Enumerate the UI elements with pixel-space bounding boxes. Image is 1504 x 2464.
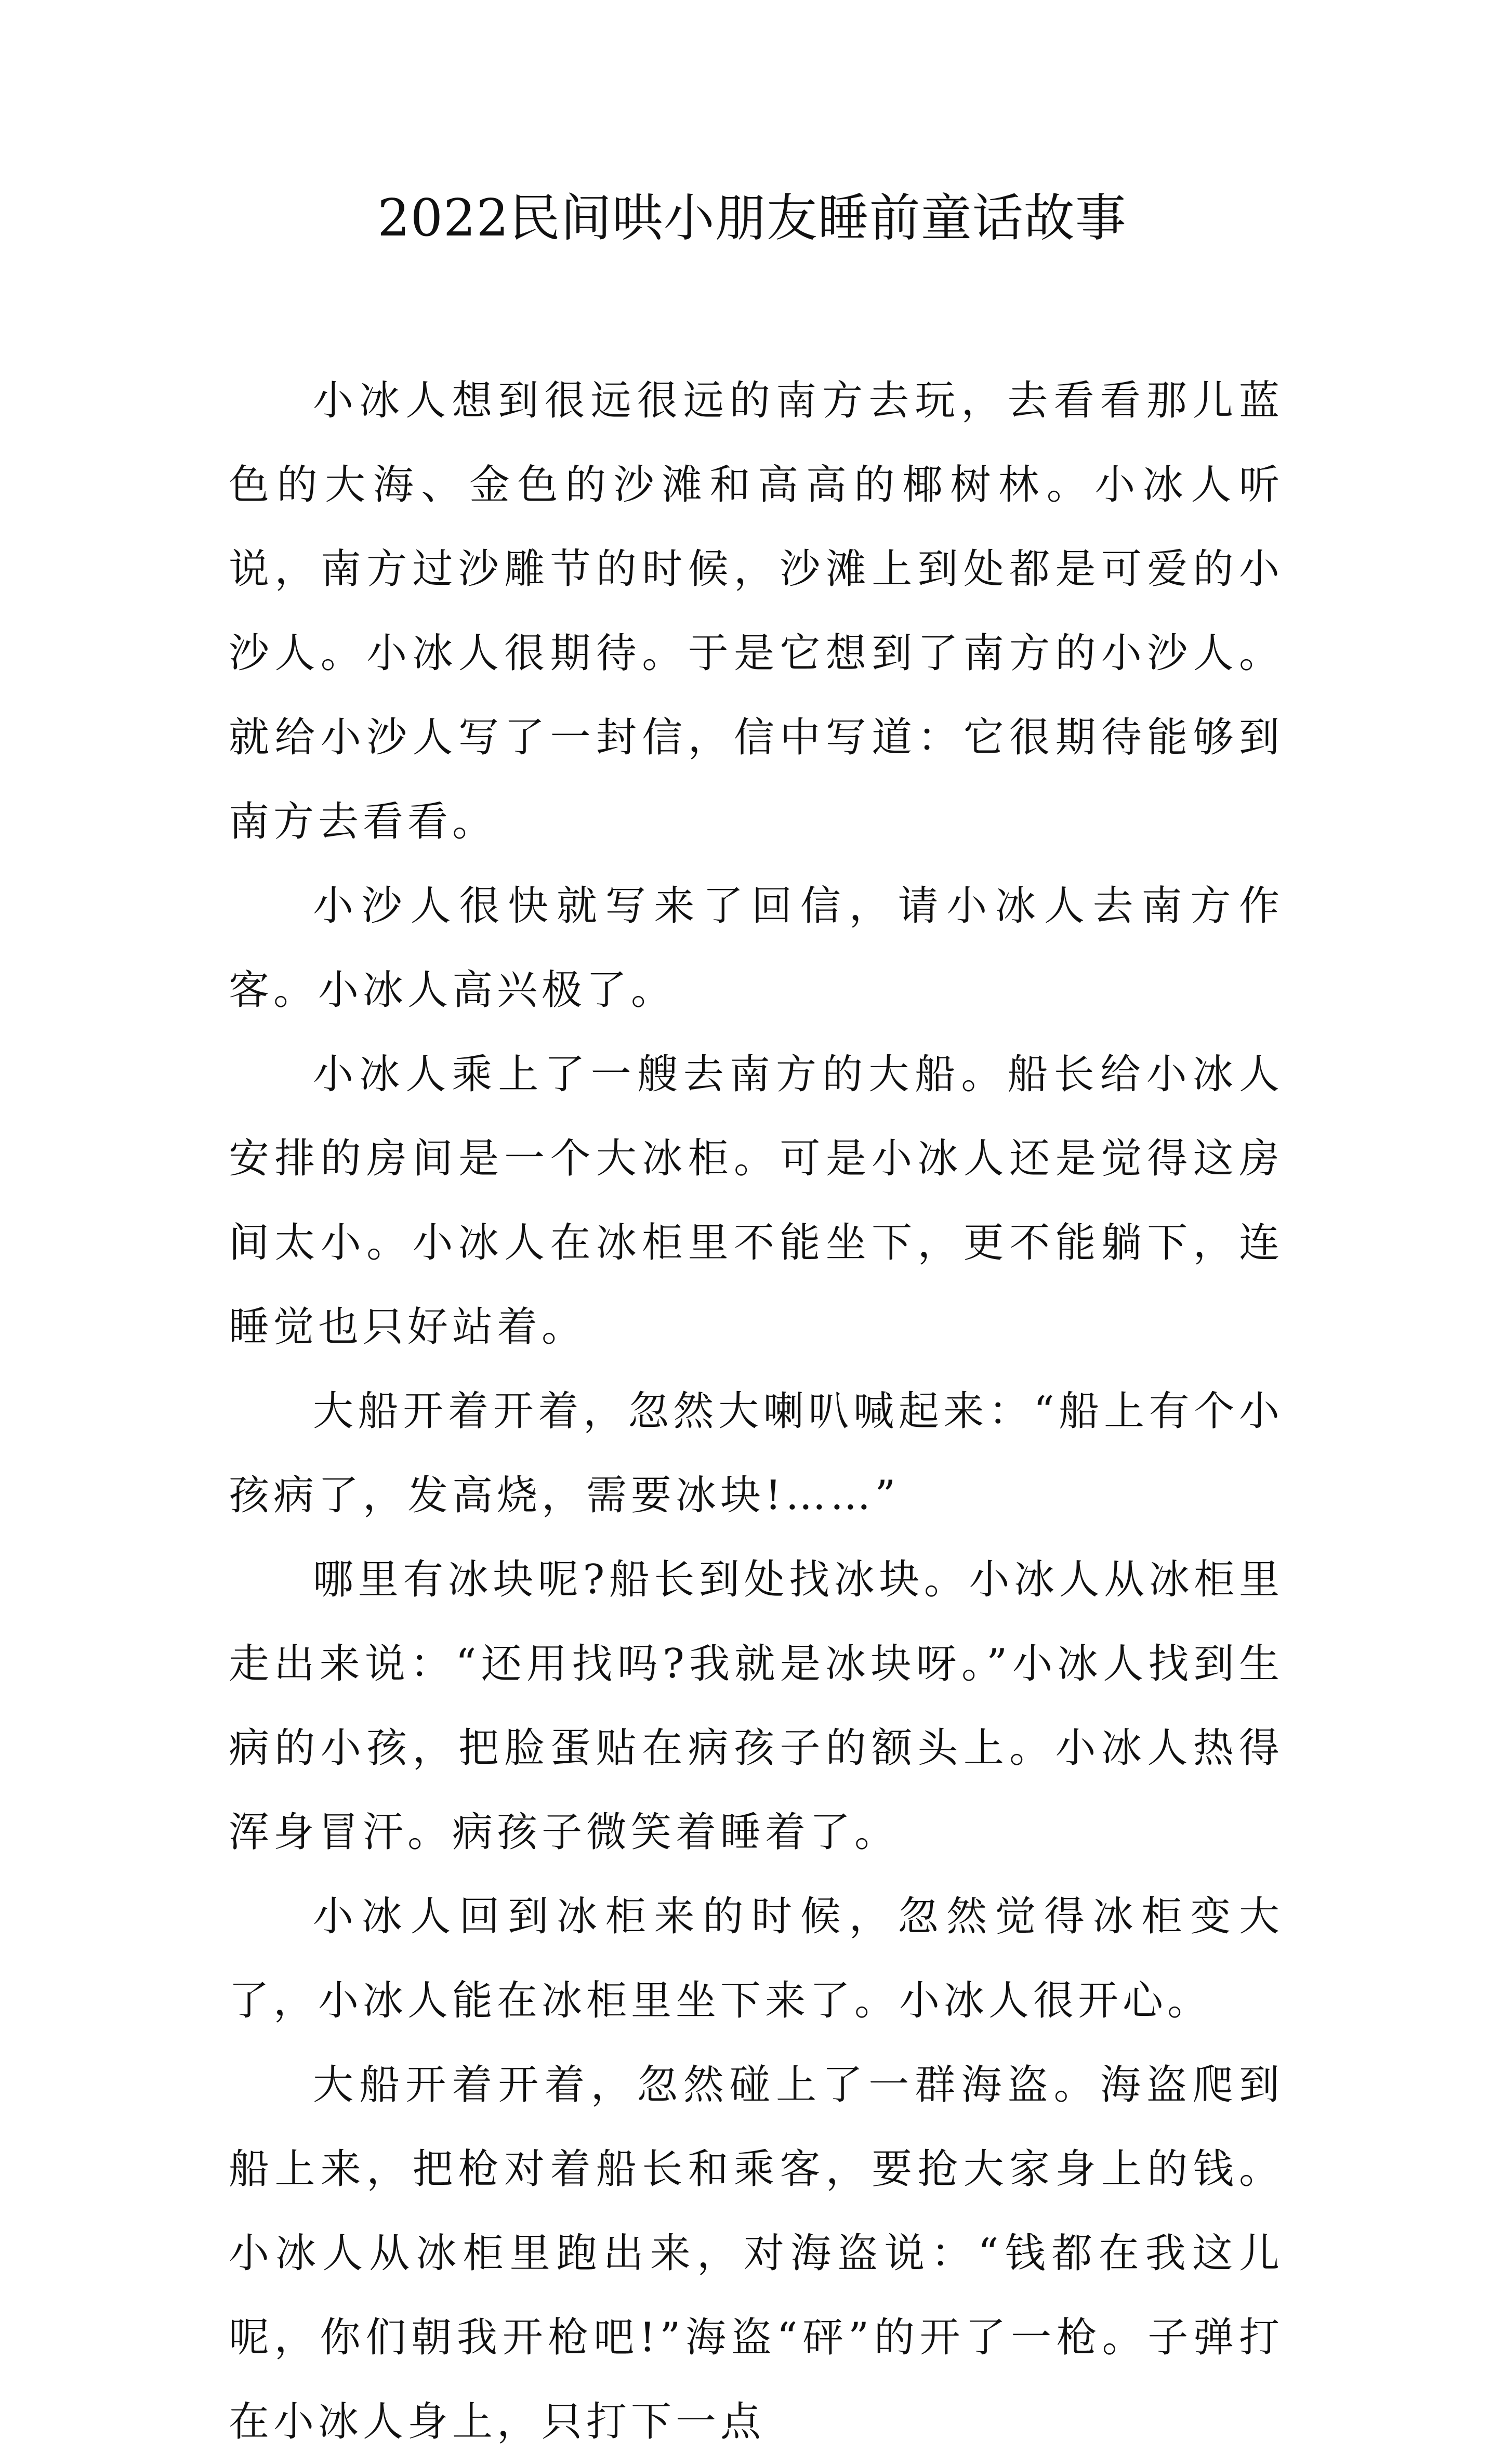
paragraph-5: 哪里有冰块呢?船长到处找冰块。小冰人从冰柜里走出来说：“还用找吗?我就是冰块呀。”小冰人找到生病的小孩，把脸蛋贴在病孩子的额头上。小冰人热得浑身冒汗。病孩子微笑着睡着了。: [229, 1556, 1284, 1856]
paragraph-6: 小冰人回到冰柜来的时候，忽然觉得冰柜变大了，小冰人能在冰柜里坐下来了。小冰人很开心。: [229, 1893, 1284, 2024]
document-title: 2022民间哄小朋友睡前童话故事: [377, 189, 1127, 248]
paragraph-7: 大船开着开着，忽然碰上了一群海盗。海盗爬到船上来，把枪对着船长和乘客，要抢大家身上的钱。小冰人从冰柜里跑出来，对海盗说：“钱都在我这儿呢，你们朝我开枪吧!”海盗“砰”的开了一枪。子弹打在小冰人身上，只打下一点: [229, 2062, 1284, 2445]
paragraph-4: 大船开着开着，忽然大喇叭喊起来：“船上有个小孩病了，发高烧，需要冰块!……”: [229, 1388, 1284, 1519]
paragraph-3: 小冰人乘上了一艘去南方的大船。船长给小冰人安排的房间是一个大冰柜。可是小冰人还是觉得这房间太小。小冰人在冰柜里不能坐下，更不能躺下，连睡觉也只好站着。: [229, 1051, 1284, 1351]
story-body: [229, 359, 1284, 2464]
paragraph-1: 小冰人想到很远很远的南方去玩，去看看那儿蓝色的大海、金色的沙滩和高高的椰树林。小冰人听说，南方过沙雕节的时候，沙滩上到处都是可爱的小沙人。小冰人很期待。于是它想到了南方的小沙人。就给小沙人写了一封信，信中写道：它很期待能够到南方去看看。: [229, 377, 1284, 845]
paragraph-2: 小沙人很快就写来了回信，请小冰人去南方作客。小冰人高兴极了。: [229, 883, 1284, 1014]
